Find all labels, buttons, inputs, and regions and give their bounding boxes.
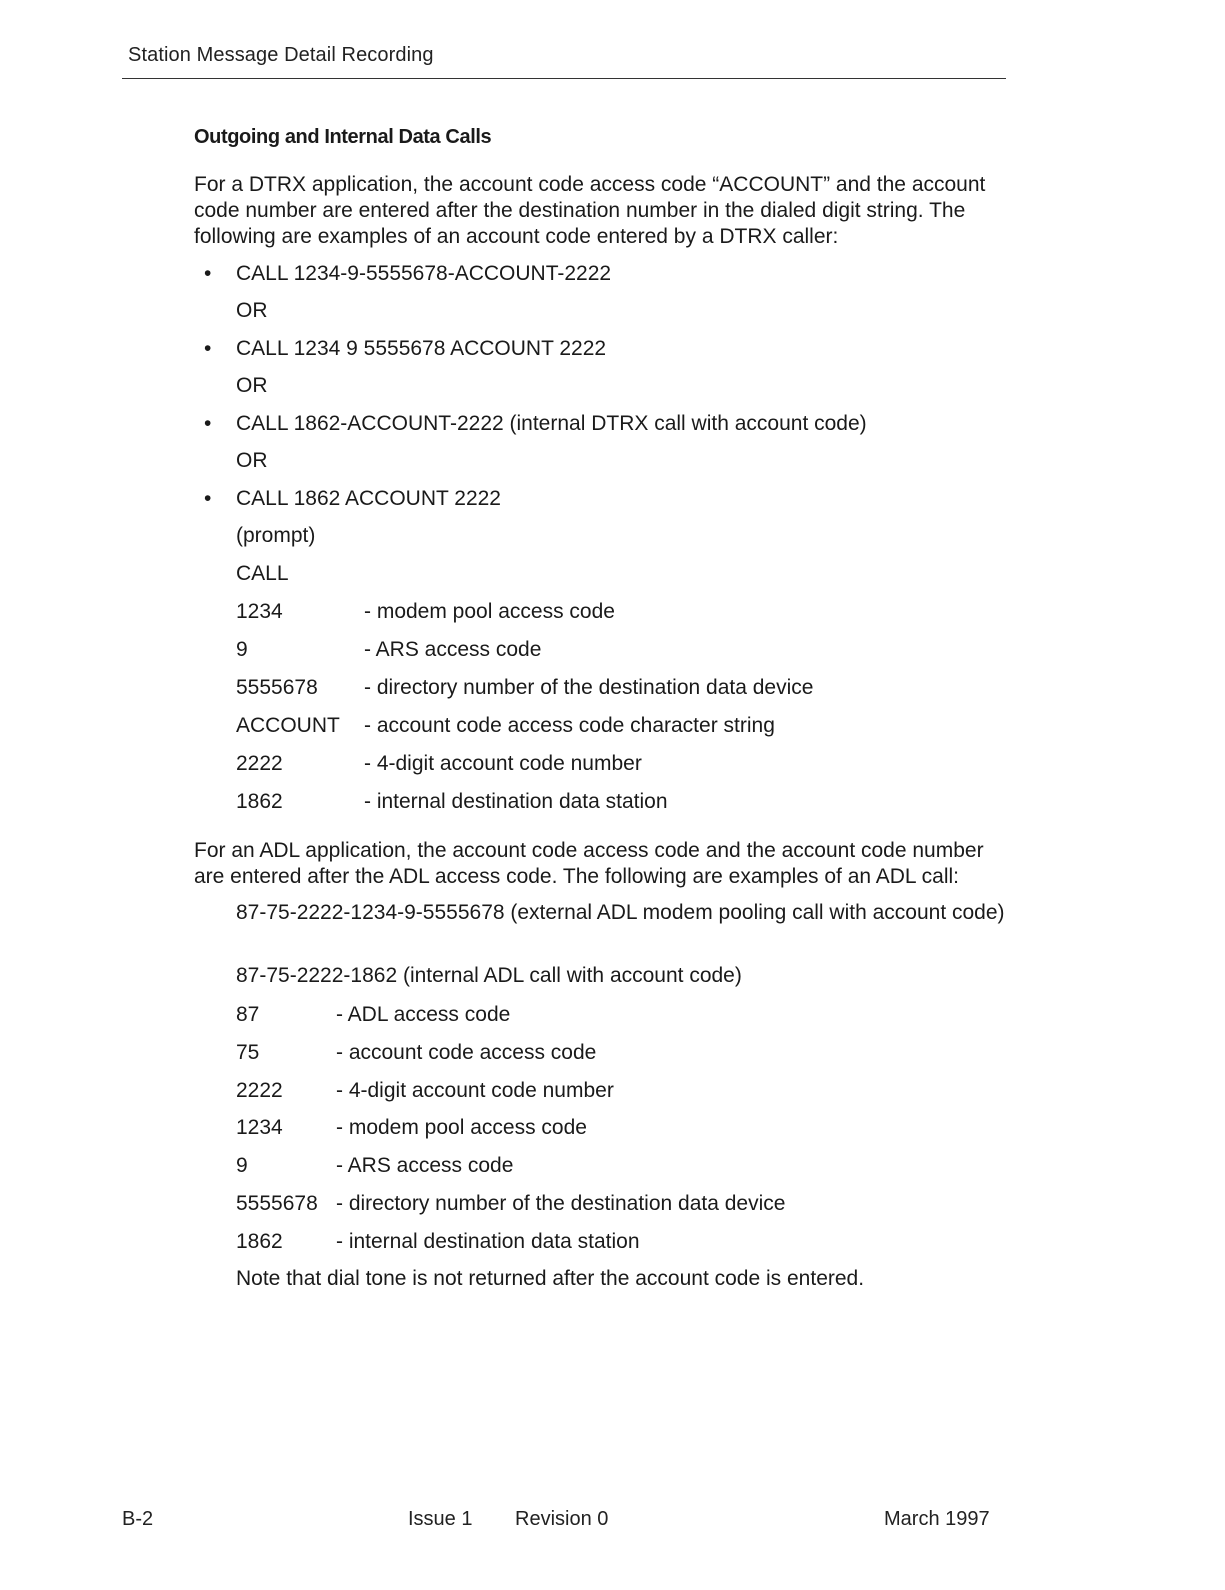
legend-term: 1862 [236,790,283,813]
legend-description: - account code access code character string [364,714,775,737]
legend-term: 87 [236,1003,260,1026]
prompt-label: (prompt) [236,524,316,547]
legend-description: - ADL access code [336,1003,511,1026]
legend-description: - ARS access code [336,1154,514,1177]
or-separator: OR [236,299,268,322]
legend-term: 2222 [236,752,283,775]
legend-description: - ARS access code [364,638,542,661]
adl-example-internal: 87-75-2222-1862 (internal ADL call with account code) [236,964,742,987]
legend-description: - modem pool access code [364,600,615,623]
bullet-icon: • [204,337,212,360]
legend-term: 1234 [236,600,283,623]
dtrx-example-text: CALL 1862-ACCOUNT-2222 (internal DTRX call with account code) [236,412,867,435]
publication-date: March 1997 [884,1508,990,1530]
adl-example-external: 87-75-2222-1234-9-5555678 (external ADL modem pooling call with account code) [236,901,1005,924]
legend-term: 1862 [236,1230,283,1253]
bullet-icon: • [204,262,212,285]
legend-term: ACCOUNT [236,714,340,737]
legend-description: - account code access code [336,1041,597,1064]
closing-note: Note that dial tone is not returned after the account code is entered. [236,1267,865,1290]
running-header-title: Station Message Detail Recording [128,44,434,66]
legend-description: - 4-digit account code number [364,752,642,775]
dtrx-intro-paragraph: For a DTRX application, the account code access code “ACCOUNT” and the account code number are entered after the destination number in the dialed digit string. The following are examples of an account code entered by a DTRX caller: [194,173,986,248]
section-heading: Outgoing and Internal Data Calls [194,126,492,148]
dtrx-example-text: CALL 1862 ACCOUNT 2222 [236,487,501,510]
issue-label: Issue 1 [408,1508,473,1530]
legend-description: - internal destination data station [364,790,668,813]
legend-term: 5555678 [236,676,318,699]
legend-term: 2222 [236,1079,283,1102]
revision-label: Revision 0 [515,1508,609,1530]
legend-description: - modem pool access code [336,1116,587,1139]
legend-description: - directory number of the destination data device [364,676,814,699]
legend-description: - directory number of the destination data device [336,1192,786,1215]
bullet-icon: • [204,412,212,435]
legend-description: - 4-digit account code number [336,1079,614,1102]
header-divider [122,78,1006,79]
or-separator: OR [236,449,268,472]
bullet-icon: • [204,487,212,510]
page-number: B-2 [122,1508,154,1530]
legend-term: 9 [236,1154,248,1177]
dtrx-example-text: CALL 1234 9 5555678 ACCOUNT 2222 [236,337,607,360]
legend-term: 9 [236,638,248,661]
legend-term: 5555678 [236,1192,318,1215]
call-label: CALL [236,562,289,585]
legend-description: - internal destination data station [336,1230,640,1253]
legend-term: 1234 [236,1116,283,1139]
legend-term: 75 [236,1041,260,1064]
adl-intro-paragraph: For an ADL application, the account code access code and the account code number are entered after the ADL access code. The following are examples of an ADL call: [194,839,984,888]
dtrx-example-text: CALL 1234-9-5555678-ACCOUNT-2222 [236,262,612,285]
or-separator: OR [236,374,268,397]
